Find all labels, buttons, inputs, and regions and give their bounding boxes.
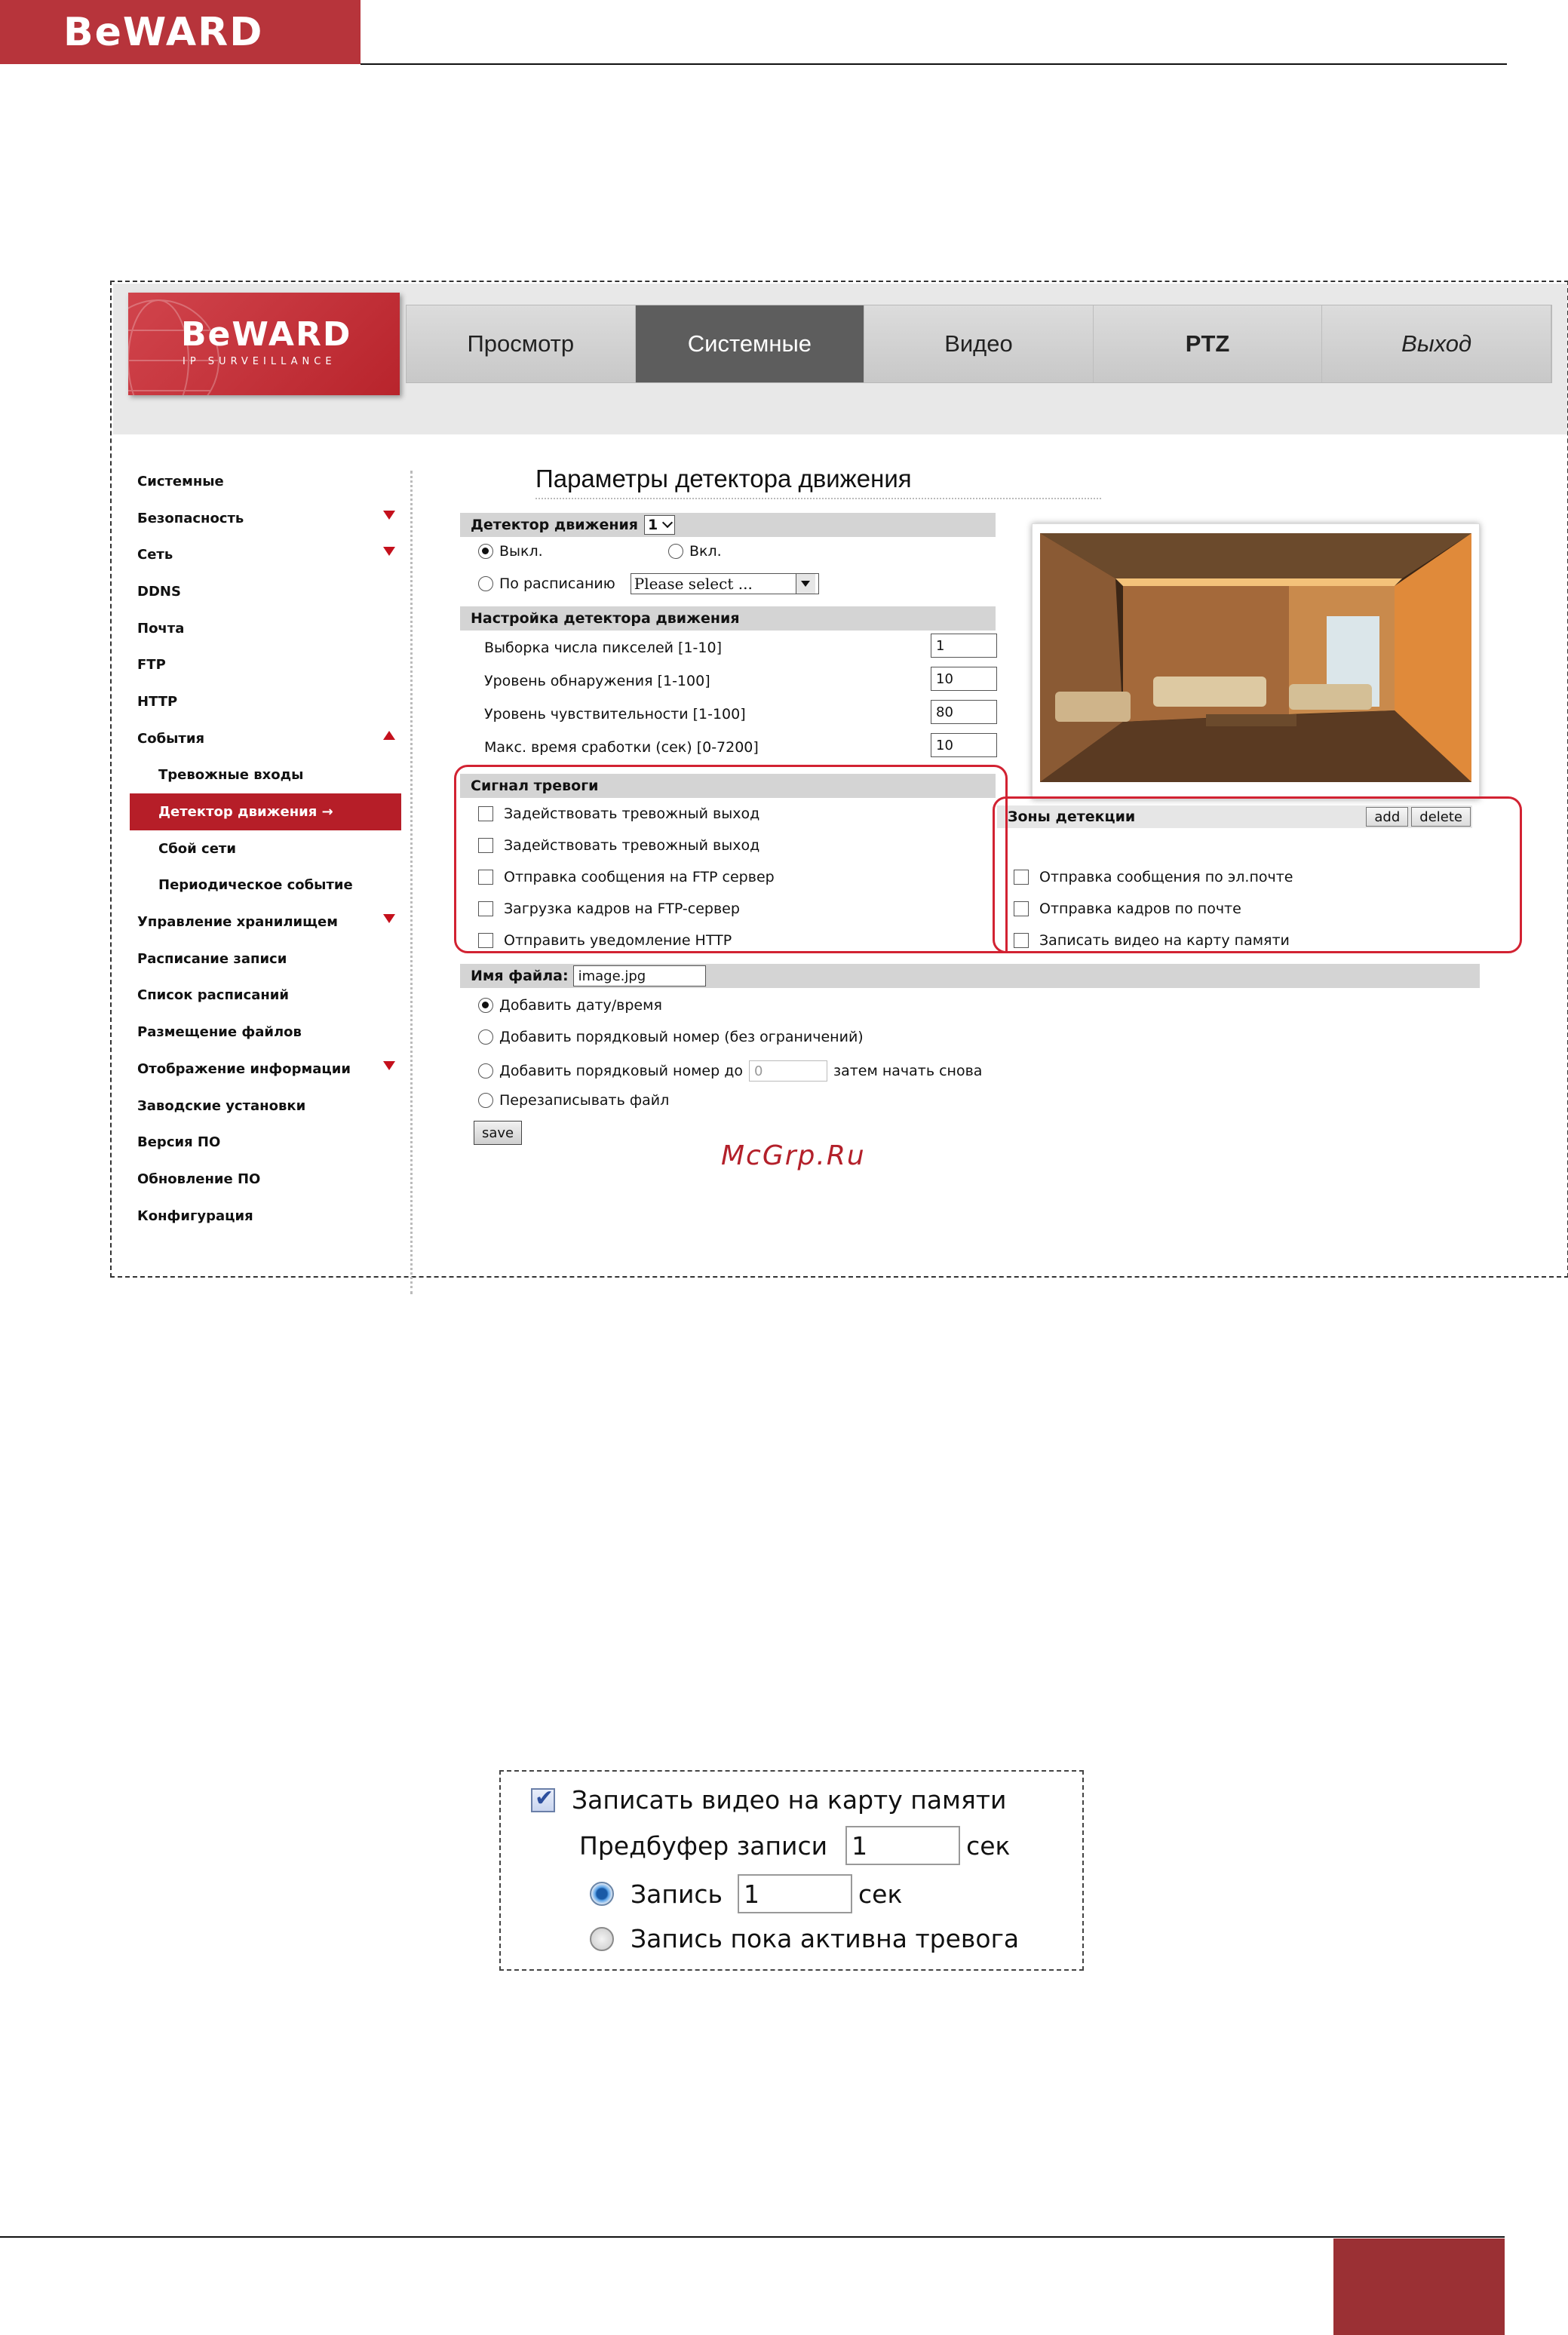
page-title: Параметры детектора движения <box>535 465 912 492</box>
page-logo: BeWARD <box>0 0 361 64</box>
option-label: Загрузка кадров на FTP-сервер <box>504 901 740 917</box>
option-label: Отправка сообщения по эл.почте <box>1039 869 1293 885</box>
setting-row-pixels <box>484 640 722 656</box>
app-logo-brand: BeWARD <box>181 315 352 354</box>
watermark: McGrp.Ru <box>721 1140 866 1171</box>
detector-select-value: 1 <box>648 517 658 533</box>
radio-seq-unlimited[interactable] <box>478 1029 493 1045</box>
sidebar-item-configuration[interactable] <box>130 1198 459 1235</box>
option-label: Отправить уведомление HTTP <box>504 932 732 949</box>
zones-header: Зоны детекции <box>1008 809 1136 825</box>
dropdown-arrow-icon[interactable] <box>796 574 815 594</box>
option-label: Отправка сообщения на FTP сервер <box>504 869 775 885</box>
option-suffix: затем начать снова <box>833 1063 983 1079</box>
sidebar-item-mail[interactable] <box>130 610 459 647</box>
collapse-arrow-icon[interactable] <box>383 731 395 740</box>
radio-datetime[interactable] <box>478 998 493 1013</box>
prebuffer-row <box>579 1826 1011 1865</box>
sidebar-item-security[interactable] <box>130 500 459 537</box>
sidebar-item-file-location[interactable] <box>130 1014 459 1051</box>
sidebar-item-periodic-event[interactable] <box>130 867 459 904</box>
sidebar-item-label: Управление хранилищем <box>137 914 338 931</box>
detector-on-option[interactable] <box>668 543 722 560</box>
sidebar-item-network-failure[interactable] <box>130 830 459 867</box>
record-duration-row[interactable] <box>590 1874 902 1913</box>
record-unit: сек <box>858 1879 903 1909</box>
sidebar-item-ddns[interactable] <box>130 573 459 610</box>
detection-level-input[interactable]: 10 <box>931 667 997 691</box>
record-to-sd-detail <box>499 1770 1084 1971</box>
save-button[interactable]: save <box>474 1121 522 1145</box>
record-sd-checkbox-row[interactable] <box>531 1785 1006 1815</box>
sidebar-item-label: Отображение информации <box>137 1060 351 1077</box>
detector-off-option[interactable] <box>478 543 543 560</box>
option-label: Записать видео на карту памяти <box>1039 932 1290 949</box>
sidebar-item-label: Сеть <box>137 547 173 563</box>
web-ui-screenshot <box>110 281 1568 1278</box>
sidebar-item-schedule-list[interactable] <box>130 977 459 1014</box>
sidebar-item-label: Конфигурация <box>137 1207 253 1224</box>
schedule-select-value: Please select ... <box>634 575 753 593</box>
file-option-overwrite[interactable] <box>478 1092 669 1109</box>
sidebar-item-label: Сбой сети <box>158 840 236 857</box>
add-zone-button[interactable]: add <box>1366 807 1408 827</box>
record-sd-label: Записать видео на карту памяти <box>572 1785 1007 1815</box>
radio-off[interactable] <box>478 544 493 559</box>
sidebar-item-record-schedule[interactable] <box>130 940 459 977</box>
sidebar-item-http[interactable] <box>130 683 459 720</box>
option-label: Перезаписывать файл <box>499 1092 670 1109</box>
tab-logout[interactable]: Выход <box>1322 305 1551 382</box>
tab-system[interactable]: Системные <box>636 305 865 382</box>
sidebar-item-firmware-version[interactable] <box>130 1124 459 1161</box>
sidebar-item-label: Периодическое событие <box>158 877 353 894</box>
page-header-rule <box>361 63 1507 65</box>
setting-label: Макс. время сработки (сек) [0-7200] <box>484 739 759 756</box>
sensitivity-input[interactable]: 80 <box>931 700 997 724</box>
delete-zone-button[interactable]: delete <box>1411 807 1471 827</box>
option-label: Задействовать тревожный выход <box>504 805 760 822</box>
off-label: Выкл. <box>499 543 543 560</box>
option-label: Добавить порядковый номер (без ограничений) <box>499 1029 864 1045</box>
tab-ptz[interactable]: PTZ <box>1094 305 1323 382</box>
detector-schedule-option[interactable] <box>478 573 819 594</box>
room-image <box>1040 533 1471 782</box>
schedule-label: По расписанию <box>499 575 615 592</box>
pixels-input[interactable]: 1 <box>931 634 997 658</box>
sidebar-item-alarm-inputs[interactable] <box>130 757 459 794</box>
radio-seq-upto[interactable] <box>478 1063 493 1079</box>
setting-row-detection <box>484 673 710 689</box>
detector-label: Детектор движения <box>471 517 638 533</box>
sidebar-item-label: Размещение файлов <box>137 1024 302 1041</box>
sidebar-divider <box>410 471 413 1294</box>
sidebar-item-motion-detector[interactable] <box>130 793 401 830</box>
sidebar-item-network[interactable] <box>130 536 459 573</box>
seq-upto-input[interactable]: 0 <box>749 1060 827 1082</box>
setting-label: Выборка числа пикселей [1-10] <box>484 640 722 656</box>
file-name-input[interactable]: image.jpg <box>573 965 706 986</box>
option-label: Добавить порядковый номер до <box>499 1063 743 1079</box>
expand-arrow-icon[interactable] <box>383 547 395 556</box>
sidebar-item-display-info[interactable] <box>130 1051 459 1088</box>
sidebar-item-label: Заводские установки <box>137 1097 306 1114</box>
setting-row-sensitivity <box>484 706 746 723</box>
sidebar-item-label: Системные <box>137 473 224 489</box>
sidebar-item-label: Безопасность <box>137 510 244 526</box>
chevron-down-icon <box>662 517 673 528</box>
sidebar-item-label: FTP <box>137 657 166 673</box>
option-label: Отправка кадров по почте <box>1039 901 1241 917</box>
record-duration-input[interactable]: 1 <box>738 1874 852 1913</box>
record-duration-radio[interactable] <box>590 1882 614 1906</box>
sidebar-item-system[interactable] <box>130 463 459 500</box>
option-label: Задействовать тревожный выход <box>504 837 760 854</box>
app-logo-tagline: IP SURVEILLANCE <box>183 356 336 367</box>
file-bar <box>460 964 1480 988</box>
settings-bar <box>460 606 996 631</box>
radio-schedule[interactable] <box>478 576 493 591</box>
expand-arrow-icon[interactable] <box>383 511 395 520</box>
title-divider <box>535 498 1101 499</box>
setting-label: Уровень обнаружения [1-100] <box>484 673 710 689</box>
file-label: Имя файла: <box>471 968 569 984</box>
expand-arrow-icon[interactable] <box>383 914 395 923</box>
page-footer-block <box>1333 2238 1505 2335</box>
detector-select[interactable] <box>644 515 675 535</box>
tab-video[interactable]: Видео <box>864 305 1094 382</box>
sidebar-item-label: Расписание записи <box>137 950 287 967</box>
sidebar <box>130 463 459 1234</box>
sidebar-item-label: HTTP <box>137 693 178 710</box>
sidebar-item-label: Обновление ПО <box>137 1171 261 1187</box>
sidebar-item-factory-defaults[interactable] <box>130 1088 459 1125</box>
sidebar-item-label: События <box>137 730 205 747</box>
radio-on[interactable] <box>668 544 683 559</box>
camera-preview <box>1032 523 1480 799</box>
file-option-seq-unlimited[interactable] <box>478 1029 864 1045</box>
highlight-outline <box>993 796 1522 953</box>
record-label: Запись <box>631 1879 723 1909</box>
sidebar-item-label: Почта <box>137 620 185 637</box>
record-while-alarm-row[interactable] <box>590 1924 1019 1953</box>
app-logo <box>128 293 400 395</box>
sidebar-item-firmware-update[interactable] <box>130 1161 459 1198</box>
page-footer-rule <box>0 2236 1505 2238</box>
record-sd-checkbox[interactable] <box>531 1788 555 1812</box>
sidebar-item-label: Тревожные входы <box>158 767 304 784</box>
file-option-datetime[interactable] <box>478 997 662 1014</box>
top-nav <box>406 305 1552 383</box>
settings-header: Настройка детектора движения <box>471 610 740 627</box>
file-option-seq-upto[interactable] <box>478 1060 982 1082</box>
sidebar-item-label: Версия ПО <box>137 1134 221 1151</box>
sidebar-item-events[interactable] <box>130 720 459 757</box>
setting-label: Уровень чувствительности [1-100] <box>484 706 746 723</box>
sidebar-item-label: DDNS <box>137 583 181 600</box>
prebuffer-input[interactable]: 1 <box>845 1826 960 1865</box>
prebuffer-unit: сек <box>966 1830 1011 1861</box>
sidebar-item-label: Детектор движения → <box>158 804 333 821</box>
max-time-input[interactable]: 10 <box>931 733 997 757</box>
highlight-outline <box>454 765 1008 953</box>
schedule-select[interactable] <box>631 573 819 594</box>
radio-overwrite[interactable] <box>478 1093 493 1108</box>
sidebar-item-ftp[interactable] <box>130 646 459 683</box>
alarm-header: Сигнал тревоги <box>471 778 599 794</box>
sidebar-item-label: Список расписаний <box>137 987 290 1004</box>
expand-arrow-icon[interactable] <box>383 1061 395 1070</box>
detector-bar <box>460 513 996 537</box>
prebuffer-label: Предбуфер записи <box>579 1830 828 1861</box>
record-while-alarm-label: Запись пока активна тревога <box>631 1924 1020 1953</box>
sidebar-item-storage[interactable] <box>130 904 459 940</box>
setting-row-max-time <box>484 739 759 756</box>
tab-preview[interactable]: Просмотр <box>407 305 636 382</box>
option-label: Добавить дату/время <box>499 997 662 1014</box>
on-label: Вкл. <box>689 543 722 560</box>
record-while-alarm-radio[interactable] <box>590 1927 614 1951</box>
